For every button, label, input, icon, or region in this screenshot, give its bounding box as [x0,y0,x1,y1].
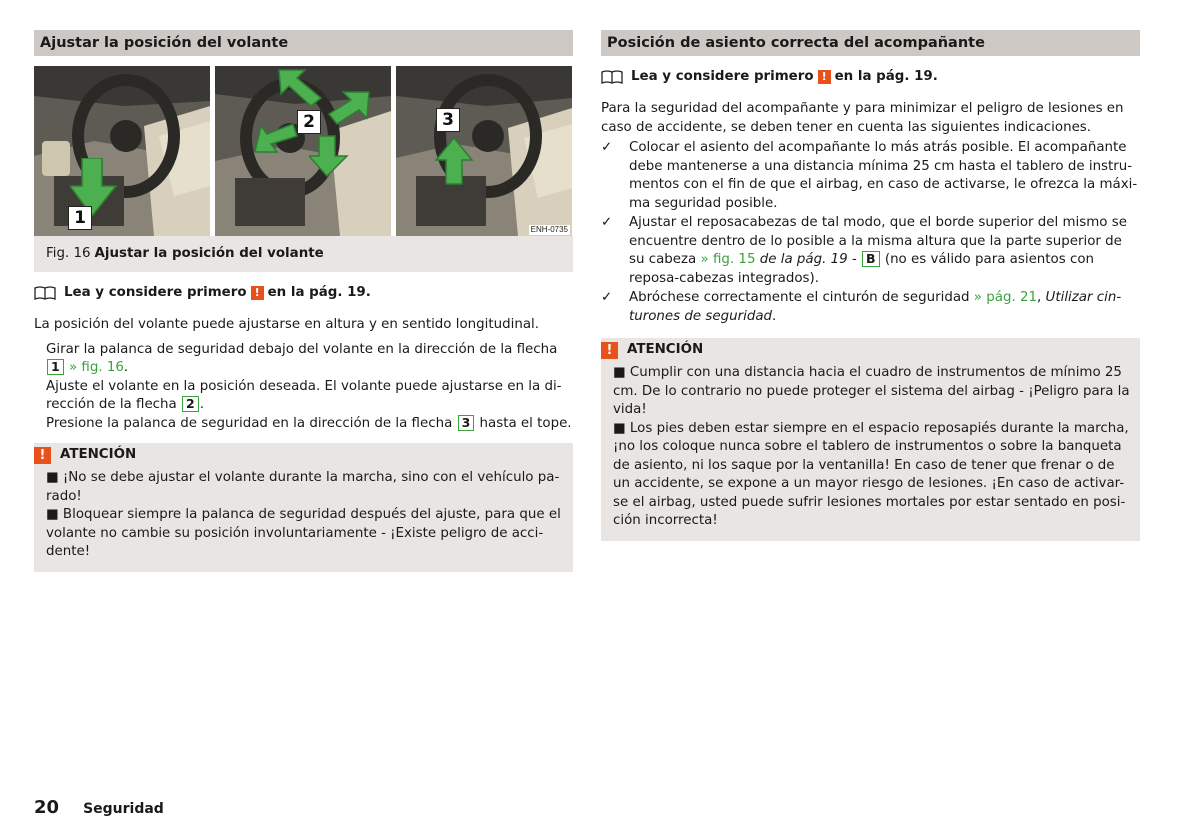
check-icon: ✓ [601,215,613,230]
warning-title: ATENCIÓN [60,446,137,462]
arrow-ref-box: 2 [182,396,199,412]
book-icon [34,286,56,300]
warning-box [34,443,573,572]
bullet-icon: ■ [613,365,626,380]
figure-panel-2 [215,66,391,236]
arrow-up-left-icon [275,68,325,108]
step-text: Presione la palanca de seguridad en la dirección de la flecha [46,415,453,431]
arrow-up-right-icon [327,86,373,126]
figure-caption [34,236,573,272]
arrow-down-icon-2 [309,134,353,178]
check-item-3: ✓ Abróchese correctamente el cinturón de seguridad » pág. 21, Utilizar cin-turones de seguridad. [601,290,1122,324]
note-link-page[interactable]: en la pág. 19. [267,284,371,300]
car-interior-illustration-1 [34,66,210,236]
step-item-3: Presione la palanca de seguridad en la dirección de la flecha 3 hasta el tope. [46,414,572,431]
check-icon: ✓ [601,140,613,155]
warning-item: ■ Los pies deben estar siempre en el espacio reposapiés durante la marcha, ¡no los coloque nunca sobre el tablero de instrumentos o sobre la banqueta de asiento, ni los saque por la ventanilla! En caso de tener que frenar o de un accidente, se expone a un mayor riesgo de lesiones. ¡En caso de activar-se el airbag, usted puede sufrir lesiones mortales por estar sentado en posi-ción incorrecta! [613,420,1129,528]
step-list [34,341,573,434]
arrow-left-icon [253,122,299,158]
figure-panel-1 [34,66,210,236]
warning-item: ■ ¡No se debe ajustar el volante durante la marcha, sino con el vehículo pa-rado! [46,470,560,504]
callout-3: 3 [436,108,460,132]
warning-body [601,360,1140,531]
step-text: Girar la palanca de seguridad debajo del volante en la dirección de la flecha [46,341,558,357]
warning-icon: ! [601,342,618,359]
bullet-icon: ■ [46,507,59,522]
warning-item: ■ Bloquear siempre la palanca de seguridad después del ajuste, para que el volante no cambie su posición involuntariamente - ¡Existe peligro de acci-dente! [46,507,561,559]
warning-item: ■ Cumplir con una distancia hacia el cuadro de instrumentos de mínimo 25 cm. De lo contrario no puede proteger el sistema del airbag - ¡Peligro para la vida! [613,365,1130,417]
read-first-note [601,68,1140,86]
figure-link[interactable]: » fig. 15 [700,252,756,267]
book-icon [601,70,623,84]
arrow-ref-box: 1 [47,359,64,375]
page-footer [34,799,164,819]
warning-small-icon: ! [251,286,264,300]
figure-label: Fig. 16 [46,246,91,261]
warning-small-icon: ! [818,70,831,84]
section-heading-passenger: Posición de asiento correcta del acompañante [601,30,1140,56]
callout-2: 2 [297,110,321,134]
warning-body [34,465,573,562]
footer-section-name: Seguridad [83,801,164,817]
figure-code: ENH-0735 [530,225,568,234]
left-column [34,30,573,572]
callout-1: 1 [68,206,92,230]
page-link[interactable]: » pág. 21 [973,290,1038,305]
note-link-page[interactable]: en la pág. 19. [834,68,938,84]
note-text-before: Lea y considere primero [631,68,814,84]
steering-figure [34,66,573,236]
step-item-1: Girar la palanca de seguridad debajo del volante en la dirección de la flecha 1 » fig. 16. [46,341,558,375]
figure-title: Ajustar la posición del volante [94,246,324,261]
warning-header [34,443,573,465]
warning-header [601,338,1140,360]
check-item-1: ✓ Colocar el asiento del acompañante lo más atrás posible. El acompañante debe mantenerse a una distancia mínima 25 cm hasta el tablero de instru-mentos con el fin de que el airbag, en caso de activarse, le ofrezca la máxi-ma seguridad posible. [601,140,1138,211]
page-number: 20 [34,797,60,818]
intro-paragraph: Para la seguridad del acompañante y para minimizar el peligro de lesiones en caso de accidente, se deben tener en cuenta las siguientes indicaciones. [601,101,1124,135]
arrow-up-icon [434,136,474,186]
car-interior-illustration-3 [396,66,572,236]
read-first-note [34,284,573,302]
figure-link[interactable]: » fig. 16 [68,360,124,375]
arrow-ref-box: 3 [458,415,475,431]
step-item-2: Ajuste el volante en la posición deseada. El volante puede ajustarse en la di-rección de la flecha 2 . [46,378,562,412]
figure-panel-3 [396,66,572,236]
step-text: Ajuste el volante en la posición deseada. El volante puede ajustarse en la di-rección de la flecha [46,378,562,412]
warning-icon: ! [34,447,51,464]
check-icon: ✓ [601,290,613,305]
right-column [601,30,1140,541]
bullet-icon: ■ [46,470,59,485]
check-item-2: ✓ Ajustar el reposacabezas de tal modo, que el borde superior del mismo se encuentre dentro de lo posible a la misma altura que la parte superior de su cabeza » fig. 15 de la pág. 19 - B (no es válido para asientos con reposa-cabezas integrados). [601,215,1127,286]
warning-title: ATENCIÓN [627,341,704,357]
check-list [601,139,1140,326]
intro-paragraph: La posición del volante puede ajustarse en altura y en sentido longitudinal. [34,317,540,332]
bullet-icon: ■ [613,420,626,436]
note-text-before: Lea y considere primero [64,284,247,300]
warning-box [601,338,1140,541]
section-heading-steering: Ajustar la posición del volante [34,30,573,56]
ref-box-b: B [862,251,880,267]
